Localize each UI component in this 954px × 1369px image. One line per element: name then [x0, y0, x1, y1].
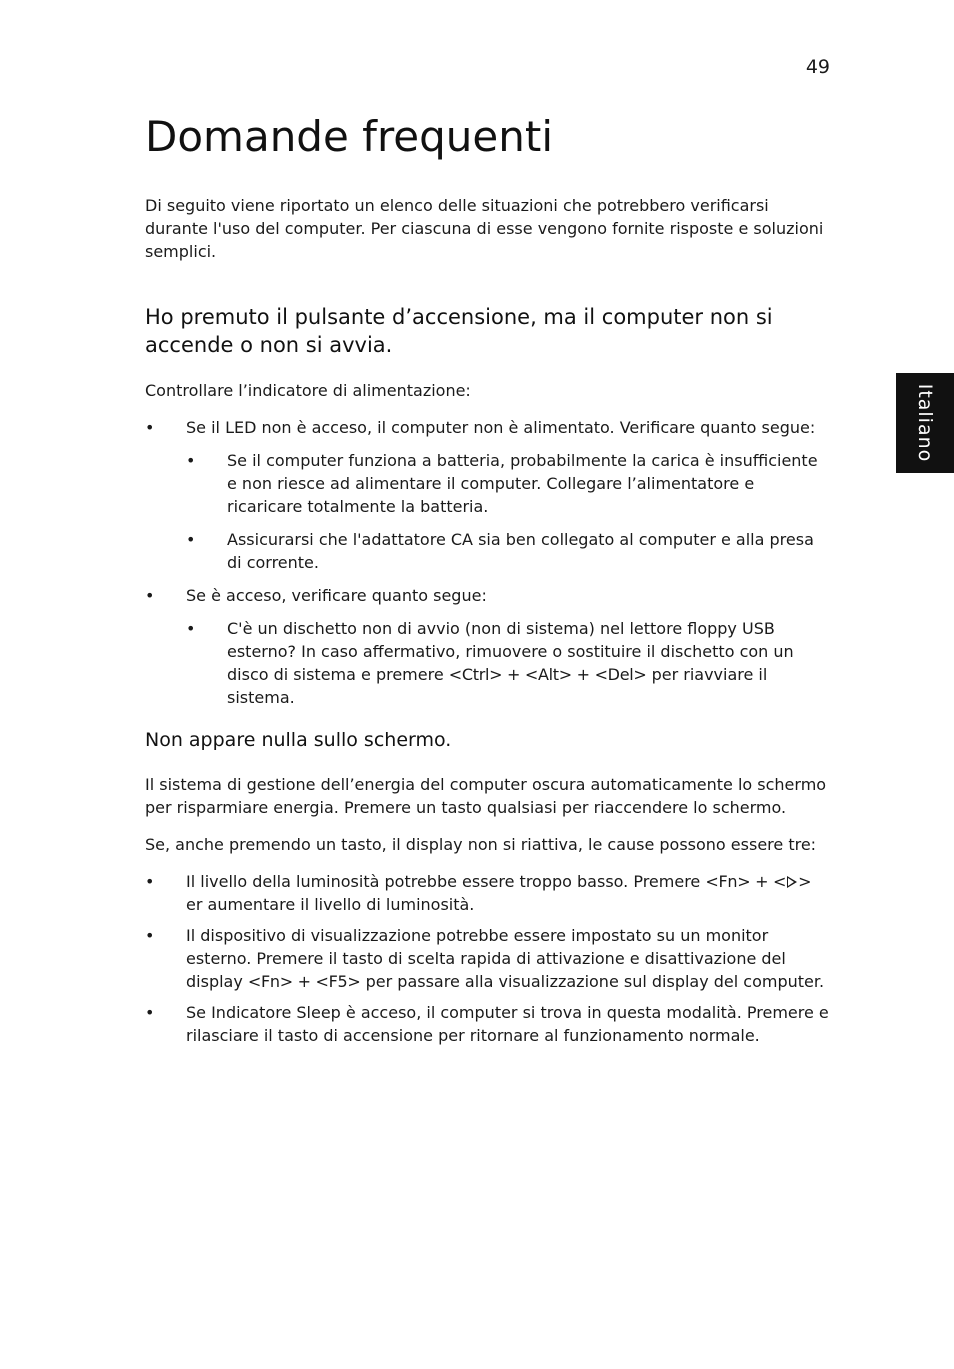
bullet-icon: • — [145, 872, 155, 891]
list-item-text: Se il LED non è acceso, il computer non è alimentato. Verificare quanto segue: — [186, 418, 816, 437]
list-item — [145, 870, 830, 916]
language-tab — [896, 373, 954, 473]
list-item — [145, 924, 830, 993]
language-tab-label: Italiano — [914, 383, 936, 463]
bullet-icon: • — [145, 586, 155, 605]
bullet-icon: • — [186, 451, 196, 470]
section-heading-display: Non appare nulla sullo schermo. — [145, 729, 452, 751]
list-item-text: Assicurarsi che l'adattatore CA sia ben collegato al computer e alla presa di corrente. — [227, 530, 814, 572]
list-item-text: per passare alla visualizzazione sul display del computer. — [360, 972, 825, 991]
list-item-text: Il livello della luminosità potrebbe essere troppo basso. Premere — [186, 872, 706, 891]
section-heading-power: Ho premuto il pulsante d’accensione, ma il computer non si accende o non si avvia. — [145, 305, 773, 357]
list-item — [186, 528, 830, 574]
bullet-icon: • — [186, 530, 196, 549]
bullet-icon: • — [145, 1003, 155, 1022]
list-item-text: per riavviare il sistema. — [227, 665, 768, 707]
key-combo: <Fn> + < — [705, 872, 787, 891]
bullet-icon: • — [145, 926, 155, 945]
list-item-text: Il dispositivo di visualizzazione potrebbe essere impostato su un monitor esterno. Premere il tasto di scelta rapida di attivazione e disattivazione del display — [186, 926, 786, 991]
key-combo: <Fn> + <F5> — [247, 972, 361, 991]
list-item — [145, 416, 830, 574]
bullet-icon: • — [186, 619, 196, 638]
list-item — [145, 1001, 830, 1047]
key-combo-end: > — [798, 872, 812, 891]
list-item-text: Se il computer funziona a batteria, probabilmente la carica è insufficiente e non riesce ad alimentare il computer. Collegare l’alimentatore e ricaricare totalmente la batteria. — [227, 451, 818, 516]
bullet-icon: • — [145, 418, 155, 437]
page-number: 49 — [805, 56, 830, 78]
power-checklist — [145, 416, 830, 709]
list-item-text: Se Indicatore Sleep è acceso, il computer si trova in questa modalità. Premere e rilasciare il tasto di accensione per ritornare al funzionamento normale. — [186, 1003, 829, 1045]
page-title: Domande frequenti — [145, 112, 554, 161]
key-combo: <Ctrl> + <Alt> + <Del> — [448, 665, 647, 684]
list-item-text: Se è acceso, verificare quanto segue: — [186, 586, 487, 605]
sub-list — [186, 449, 830, 574]
display-checklist — [145, 870, 830, 1047]
display-paragraph-2: Se, anche premendo un tasto, il display non si riattiva, le cause possono essere tre: — [145, 835, 817, 854]
list-item — [186, 449, 830, 518]
brightness-up-icon — [787, 876, 797, 888]
list-item-text: C'è un dischetto non di avvio (non di sistema) nel lettore floppy USB esterno? In caso affermativo, rimuovere o sostituire il dischetto con un disco di sistema e premere — [227, 619, 794, 684]
list-item — [186, 617, 830, 709]
display-paragraph-1: Il sistema di gestione dell’energia del computer oscura automaticamente lo schermo per risparmiare energia. Premere un tasto qualsiasi per riaccendere lo schermo. — [145, 775, 827, 817]
page-content — [145, 108, 830, 1055]
intro-paragraph: Di seguito viene riportato un elenco delle situazioni che potrebbero verificarsi durante l'uso del computer. Per ciascuna di esse vengono fornite risposte e soluzioni semplici. — [145, 196, 824, 261]
list-item-text: er aumentare il livello di luminosità. — [186, 895, 475, 914]
power-lead: Controllare l’indicatore di alimentazione: — [145, 381, 471, 400]
list-item — [145, 584, 830, 709]
sub-list — [186, 617, 830, 709]
